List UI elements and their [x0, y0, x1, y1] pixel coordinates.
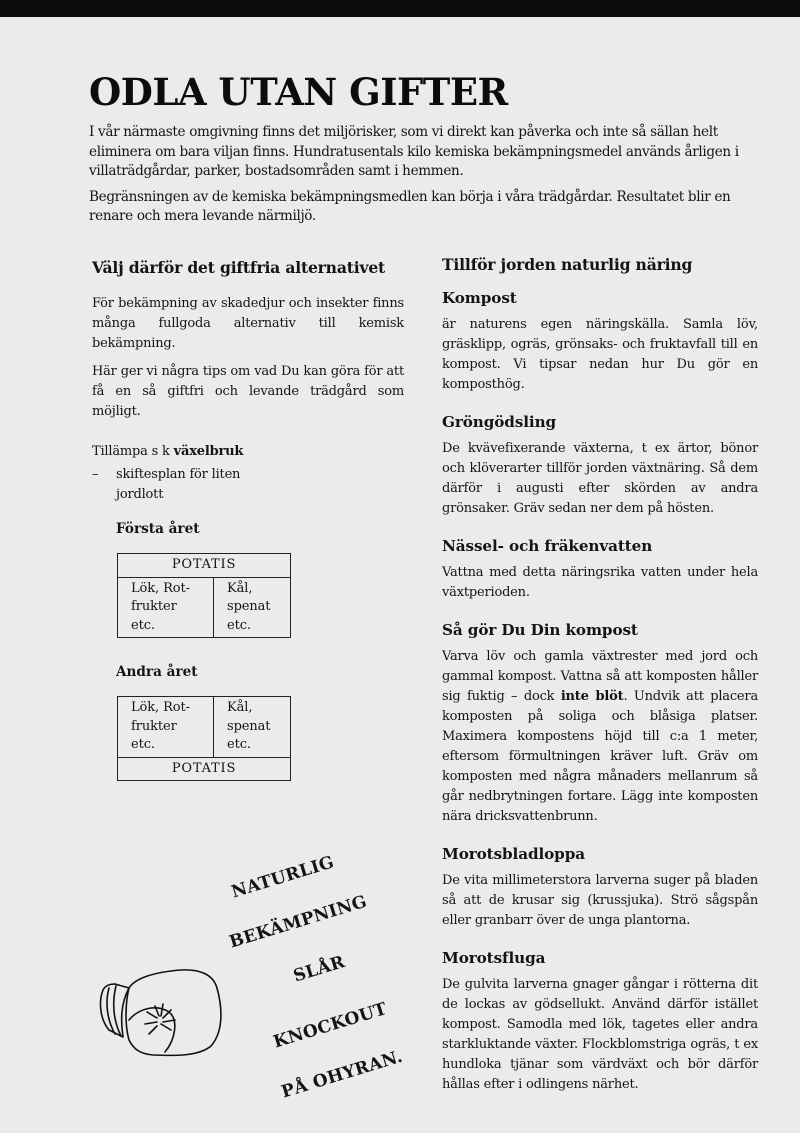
scan-top-border — [0, 0, 800, 17]
year2-plot-diagram — [117, 696, 291, 781]
glove-body — [126, 970, 221, 1056]
year1-label: Första året — [116, 521, 200, 537]
year1-plot-diagram — [117, 553, 291, 638]
dash-item-text: skiftesplan för liten jordlott — [116, 467, 241, 502]
year1-cabbage-spinach-bed: Kål, spenat etc. — [214, 577, 291, 638]
section-text-grongodsling: De kvävefixerande växterna, t ex ärtor, bönor och klöverarter tillför jorden växtnäring. Så dem därför i augusti efter skörden av andra grönsaker. Gräv sedan ner dem på hösten. — [442, 441, 758, 516]
section-text-nasselvatten: Vattna med detta näringsrika vatten under hela växtperioden. — [442, 565, 758, 600]
year2-label: Andra året — [116, 664, 198, 680]
left-paragraph: För bekämpning av skadedjur och insekter finns många fullgoda alternativ till kemisk bekämpning. — [92, 296, 404, 351]
glove-cuff-stripe — [114, 986, 121, 1036]
section-title-morotsbladloppa: Morotsbladloppa — [442, 845, 585, 863]
intro-paragraph: I vår närmaste omgivning finns det miljörisker, som vi direkt kan påverka och inte så sällan helt eliminera om bara viljan finns. Hundratusentals kilo kemiska bekämpningsmedel används årligen i villaträdgårdar, parker, bostadsområden samt i hemmen. — [89, 124, 739, 179]
slogan-line: KNOCKOUT — [271, 999, 390, 1053]
slogan-line: PÅ OHYRAN. — [279, 1046, 406, 1103]
page-title: ODLA UTAN GIFTER — [89, 70, 508, 114]
section-title-kompost: Kompost — [442, 289, 517, 307]
slogan — [218, 852, 448, 1115]
year1-onion-root-bed: Lök, Rot- frukter etc. — [118, 577, 214, 638]
dash-bullet: – — [92, 467, 99, 482]
slogan-line: NATURLIG — [229, 852, 337, 903]
section-text-kompost: är naturens egen näringskälla. Samla löv, gräsklipp, ogräs, grönsaks- och fruktavfall till en kompost. Vi tipsar nedan hur Du gör en komposthög. — [442, 317, 758, 392]
slogan-line: BEKÄMPNING — [227, 891, 370, 953]
left-heading: Välj därför det giftfria alternativet — [92, 258, 386, 277]
year2-potatis-bed: POTATIS — [118, 757, 291, 781]
right-heading: Tillför jorden naturlig näring — [442, 255, 693, 274]
slogan-line: SLÅR — [291, 952, 348, 987]
intro-paragraph: Begränsningen av de kemiska bekämpningsmedlen kan börja i våra trädgårdar. Resultatet blir en renare och mera levande närmiljö. — [89, 188, 731, 224]
section-title-kompost-howto: Så gör Du Din kompost — [442, 621, 638, 639]
left-paragraph: Här ger vi några tips om vad Du kan göra för att få en så giftfri och levande trädgård som möjligt. — [92, 364, 404, 419]
section-title-morotsfluga: Morotsfluga — [442, 949, 546, 967]
dash-list-item — [92, 465, 404, 505]
section-text-morotsbladloppa: De vita millimeterstora larverna suger på bladen så att de krusar sig (krussjuka). Strö sågspån eller granbarr över de unga plantorna. — [442, 873, 758, 928]
intro — [89, 123, 759, 233]
section-text-kompost-howto: Varva löv och gamla växtrester med jord och gammal kompost. Vattna så att komposten håller sig fuktig – dock inte blöt. Undvik att placera komposten på soliga och blåsiga platser. Maximera kompostens höjd till c:a 1 meter, eftersom förmultningen kräver luft. Gräv om komposten med några månaders mellanrum så går nedbrytningen fortare. Lägg inte komposten nära dricksvattenbrunn. — [442, 649, 758, 824]
emphasis-not-wet: inte blöt — [560, 689, 624, 704]
right-column — [442, 255, 758, 1113]
crop-rotation-term: växelbruk — [173, 444, 244, 459]
section-title-nasselvatten: Nässel- och fräkenvatten — [442, 537, 653, 555]
year2-onion-root-bed: Lök, Rot- frukter etc. — [118, 697, 214, 758]
crop-rotation-intro: Tillämpa s k växelbruk — [92, 444, 244, 459]
section-title-grongodsling: Gröngödsling — [442, 413, 557, 431]
left-column — [92, 258, 404, 781]
year2-cabbage-spinach-bed: Kål, spenat etc. — [214, 697, 291, 758]
year1-potatis-bed: POTATIS — [118, 554, 291, 578]
section-text-morotsfluga: De gulvita larverna gnager gångar i rötterna dit de lockas av gödsellukt. Använd därför istället kompost. Samodla med lök, tagetes eller andra starkluktande växter. Flockblomstriga ogräs, t ex hundloka tjänar som värdväxt och bör därför hållas efter i odlingens närhet. — [442, 977, 758, 1092]
boxing-glove-icon — [95, 960, 240, 1060]
